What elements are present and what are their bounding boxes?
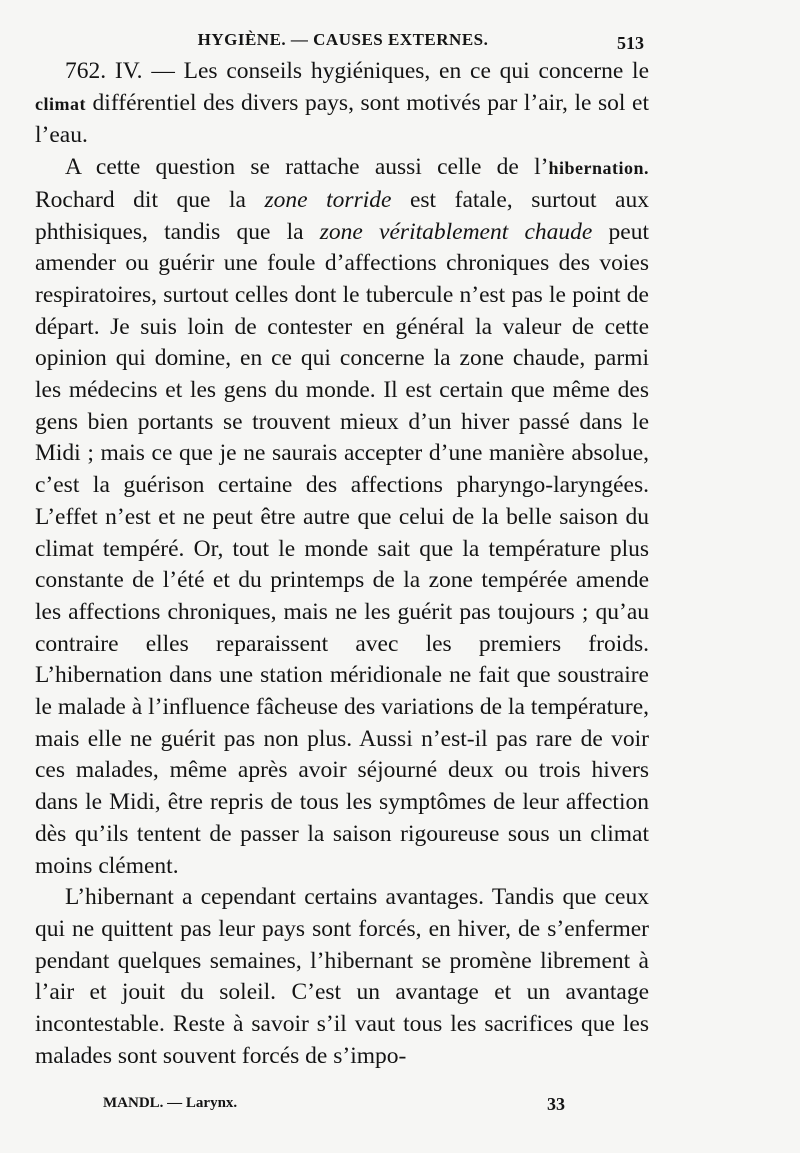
term-hibernation: hibernation. bbox=[548, 158, 649, 179]
paragraph-762 bbox=[35, 56, 649, 152]
body-text bbox=[35, 56, 649, 1073]
paragraph-text: Rochard dit que la bbox=[35, 186, 265, 213]
footer-signature-line: MANDL. — Larynx. bbox=[103, 1095, 238, 1111]
paragraph-text: est fatale, surtout aux phthisiques, tandis que la bbox=[35, 186, 649, 245]
paragraph-text: différentiel des divers pays, sont motivés par l’air, le sol et l’eau. bbox=[35, 89, 649, 149]
paragraph-text: A cette question se rattache aussi celle de l’ bbox=[65, 154, 549, 181]
section-number: 762. IV. — bbox=[65, 58, 175, 84]
paragraph-hibernation bbox=[35, 152, 649, 882]
term-climat: climat bbox=[35, 93, 86, 114]
page-number: 513 bbox=[617, 33, 644, 53]
paragraph-text: peut amender ou guérir une foule d’affections chroniques des voies respiratoires, surtout celles dont le tubercule n’est pas le point de départ. Je suis loin de contester en général la valeur de cette opinion qui domine, en ce qui concerne la zone chaude, parmi les médecins et les gens du monde. Il est certain que même des gens bien portants se trouvent mieux d’un hiver passé dans le Midi ; mais ce que je ne saurais accepter d’une manière absolue, c’est la guérison certaine des affections pharyngo-laryngées. L’effet n’est et ne peut être autre que celui de la belle saison du climat tempéré. Or, tout le monde sait que la température plus constante de l’été et du printemps de la zone tempérée amende les affections chroniques, mais ne les guérit pas toujours ; qu’au contraire elles reparaissent avec les premiers froids. L’hibernation dans une station méridionale ne fait que soustraire le malade à l’influence fâcheuse des variations de la température, mais elle ne guérit pas non plus. Aussi n’est-il pas rare de voir ces malades, même après avoir séjourné deux ou trois hivers dans le Midi, être repris de tous les symptômes de leur affection dès qu’ils tentent de passer la saison rigoureuse sous un climat moins clément. bbox=[35, 218, 649, 879]
running-title: HYGIÈNE. — CAUSES EXTERNES. bbox=[197, 30, 489, 49]
italic-zone-torride: zone torride bbox=[264, 186, 392, 213]
paragraph-hibernant: L’hibernant a cependant certains avantages. Tandis que ceux qui ne quittent pas leur pays sont forcés, en hiver, de s’enfermer pendant quelques semaines, l’hibernant se promène librement à l’air et jouit du soleil. C’est un avantage et un avantage incontestable. Reste à savoir s’il vaut tous les sacrifices que les malades sont souvent forcés de s’impo- bbox=[35, 884, 649, 1069]
paragraph-text: Les conseils hygiéniques, en ce qui concerne le bbox=[174, 58, 649, 84]
signature-mark: 33 bbox=[547, 1094, 565, 1114]
italic-zone-chaude: zone véritablement chaude bbox=[319, 218, 593, 245]
